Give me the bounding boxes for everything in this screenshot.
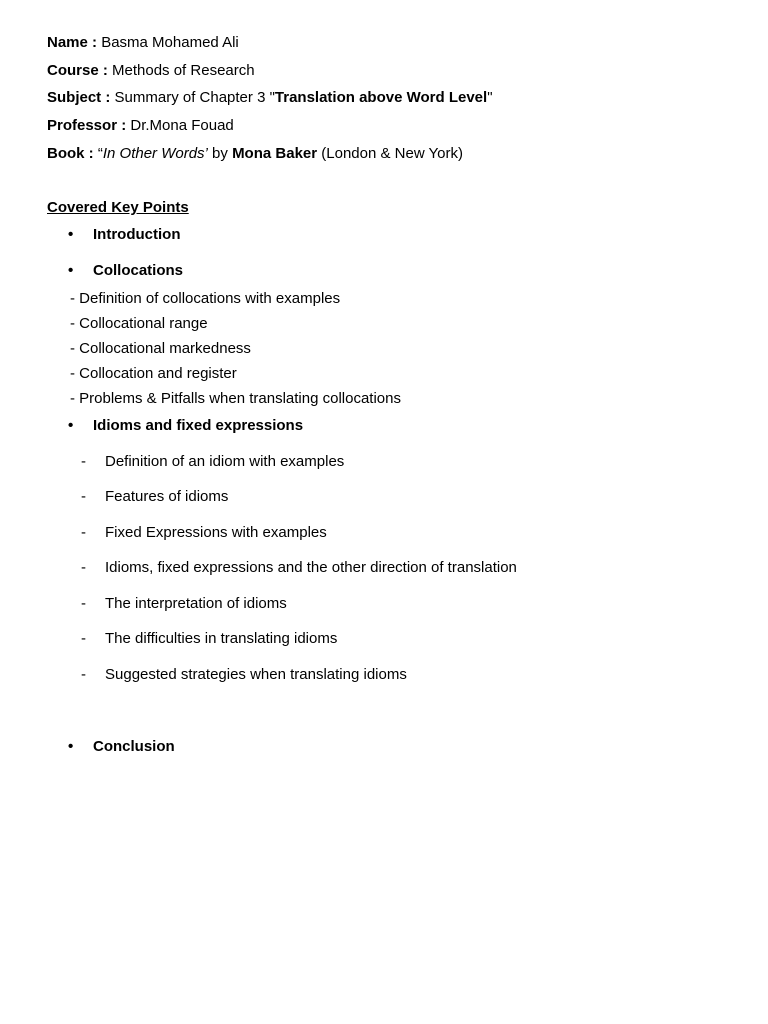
professor-line xyxy=(47,117,234,135)
name-line xyxy=(47,34,239,52)
idioms-label: Idioms and fixed expressions xyxy=(93,417,304,434)
course-label: Course : xyxy=(47,62,108,79)
bullet-idioms xyxy=(68,417,303,435)
bullet-dot: • xyxy=(68,262,74,279)
bullet-conclusion xyxy=(68,738,175,756)
collocations-label: Collocations xyxy=(93,262,184,279)
professor-value: Dr.Mona Fouad xyxy=(130,117,234,134)
book-label: Book : xyxy=(47,145,94,162)
bullet-dot: • xyxy=(68,417,74,434)
dash-marker: - xyxy=(81,488,86,505)
dash-marker: - xyxy=(81,595,86,612)
bullet-dot: • xyxy=(68,738,74,755)
dash-marker: - xyxy=(81,524,86,541)
idiom-item xyxy=(81,524,327,542)
name-value: Basma Mohamed Ali xyxy=(101,34,239,51)
course-line xyxy=(47,62,255,80)
collocation-item: - Collocational markedness xyxy=(70,340,251,357)
idiom-item-text: Idioms, fixed expressions and the other direction of translation xyxy=(105,559,517,576)
key-points-heading: Covered Key Points xyxy=(47,199,189,216)
bullet-dot: • xyxy=(68,226,74,243)
subject-label: Subject : xyxy=(47,89,111,106)
idiom-item xyxy=(81,453,344,471)
introduction-label: Introduction xyxy=(93,226,181,243)
bullet-collocations xyxy=(68,262,183,280)
idiom-item-text: Definition of an idiom with examples xyxy=(105,453,345,470)
collocation-item: - Collocational range xyxy=(70,315,208,332)
conclusion-label: Conclusion xyxy=(93,738,175,755)
book-line xyxy=(47,145,463,163)
subject-prefix: Summary of Chapter 3 " xyxy=(114,89,275,106)
dash-marker: - xyxy=(81,559,86,576)
idiom-item xyxy=(81,595,287,613)
idiom-item-text: Suggested strategies when translating idioms xyxy=(105,666,407,683)
idiom-item-text: The interpretation of idioms xyxy=(105,595,287,612)
subject-line xyxy=(47,89,493,107)
book-title: In Other Words’ xyxy=(102,145,208,162)
course-value: Methods of Research xyxy=(112,62,255,79)
idiom-item xyxy=(81,488,228,506)
collocation-item: - Problems & Pitfalls when translating collocations xyxy=(70,390,401,407)
dash-marker: - xyxy=(81,630,86,647)
book-open-quote: “ xyxy=(97,145,103,162)
book-author: Mona Baker xyxy=(232,145,318,162)
idiom-item xyxy=(81,630,337,648)
book-place: (London & New York) xyxy=(321,145,464,162)
idiom-item-text: Features of idioms xyxy=(105,488,229,505)
dash-marker: - xyxy=(81,453,86,470)
name-label: Name : xyxy=(47,34,98,51)
subject-title: Translation above Word Level xyxy=(274,89,488,106)
idiom-item-text: The difficulties in translating idioms xyxy=(105,630,338,647)
book-by: by xyxy=(212,145,228,162)
collocation-item: - Definition of collocations with examples xyxy=(70,290,341,307)
idiom-item-text: Fixed Expressions with examples xyxy=(105,524,327,541)
professor-label: Professor : xyxy=(47,117,127,134)
idiom-item xyxy=(81,666,407,684)
subject-suffix: " xyxy=(487,89,493,106)
dash-marker: - xyxy=(81,666,86,683)
bullet-introduction xyxy=(68,226,180,244)
collocation-item: - Collocation and register xyxy=(70,365,237,382)
idiom-item xyxy=(81,559,517,577)
